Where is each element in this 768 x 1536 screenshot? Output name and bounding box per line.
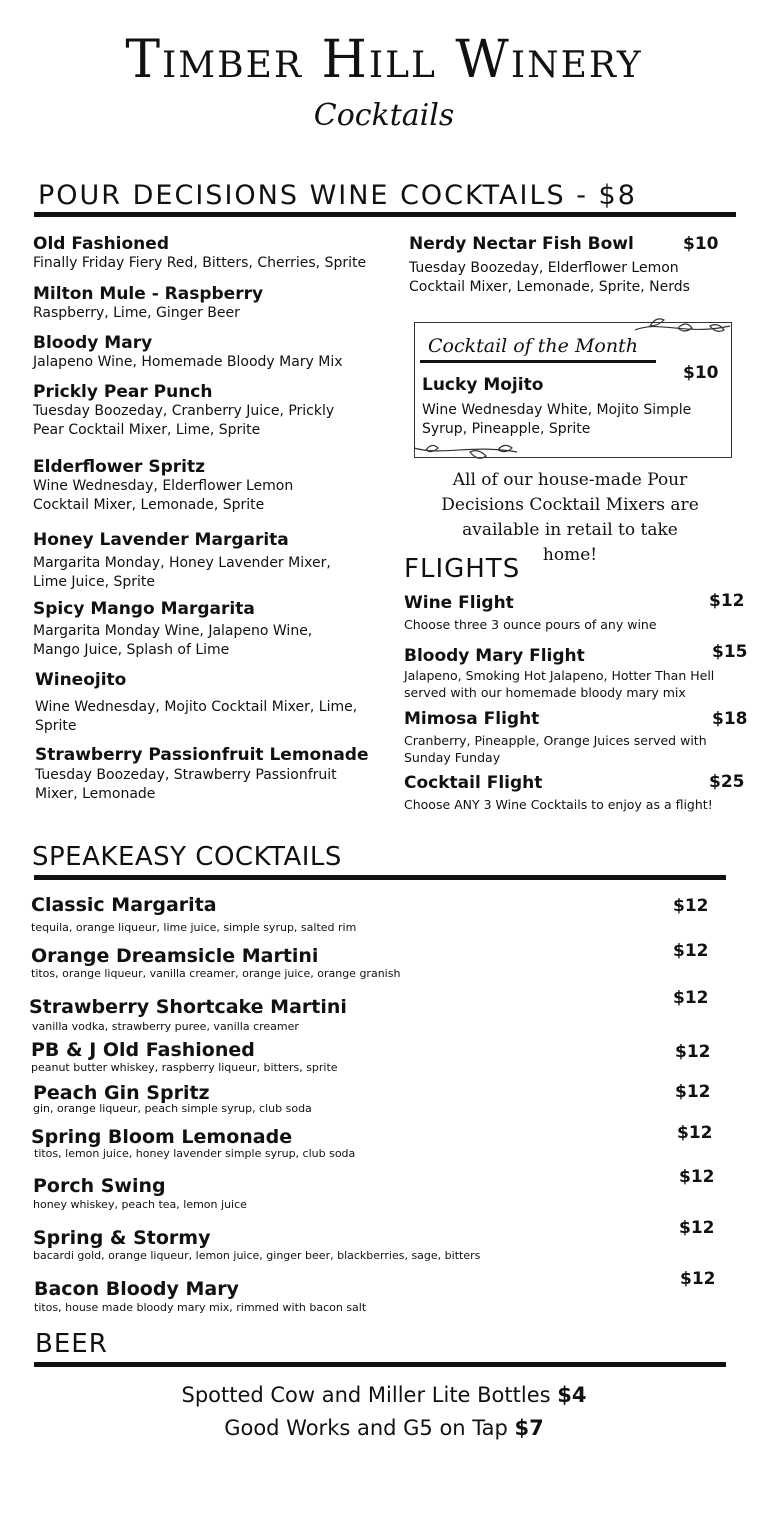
item-name: Bloody Mary Flight	[404, 646, 585, 666]
wine-cocktails-heading: POUR DECISIONS WINE COCKTAILS - $8	[38, 180, 637, 211]
flight-item	[404, 593, 744, 633]
item-desc: Tuesday Boozeday, Cranberry Juice, Prickly Pear Cocktail Mixer, Lime, Sprite	[33, 403, 335, 438]
flight-price: $18	[712, 709, 748, 729]
speakeasy-item	[31, 894, 651, 935]
item-name: Spicy Mango Margarita	[33, 599, 255, 619]
item-desc: titos, orange liqueur, vanilla creamer, orange juice, orange granish	[31, 967, 401, 980]
cocktail-of-month-desc: Wine Wednesday White, Mojito Simple Syrup, Pineapple, Sprite	[422, 402, 692, 437]
speakeasy-price: $12	[679, 1167, 715, 1187]
speakeasy-divider	[34, 875, 726, 880]
wine-cocktail-item	[33, 382, 363, 440]
speakeasy-item	[34, 1278, 654, 1315]
item-desc: Wine Wednesday, Mojito Cocktail Mixer, Lime, Sprite	[35, 699, 358, 734]
item-name: Milton Mule - Raspberry	[33, 284, 264, 304]
item-name: Spring Bloom Lemonade	[31, 1126, 293, 1148]
item-desc: Raspberry, Lime, Ginger Beer	[33, 305, 240, 321]
flight-item	[404, 646, 739, 701]
item-desc: Wine Wednesday, Elderflower Lemon Cocktail Mixer, Lemonade, Sprite	[33, 478, 294, 513]
wine-cocktail-item	[33, 530, 363, 592]
speakeasy-price: $12	[680, 1269, 716, 1289]
item-name: Old Fashioned	[33, 234, 169, 254]
cocktail-of-month-price: $10	[683, 363, 719, 383]
item-desc: gin, orange liqueur, peach simple syrup, club soda	[33, 1102, 312, 1115]
item-desc: tequila, orange liqueur, lime juice, simple syrup, salted rim	[31, 921, 357, 934]
item-name: Strawberry Passionfruit Lemonade	[35, 745, 369, 765]
item-desc: Jalapeno Wine, Homemade Bloody Mary Mix	[33, 354, 343, 370]
item-name: Strawberry Shortcake Martini	[29, 996, 347, 1018]
wine-cocktail-item	[33, 457, 353, 515]
item-desc: Jalapeno, Smoking Hot Jalapeno, Hotter Than Hell served with our homemade bloody mary mix	[404, 668, 715, 700]
speakeasy-price: $12	[673, 896, 709, 916]
item-desc: Finally Friday Fiery Red, Bitters, Cherries, Sprite	[33, 255, 367, 271]
fish-bowl-price: $10	[683, 234, 719, 254]
speakeasy-price: $12	[675, 1082, 711, 1102]
speakeasy-item	[29, 996, 649, 1034]
fish-bowl-name: Nerdy Nectar Fish Bowl	[409, 234, 634, 254]
wine-cocktail-item	[35, 670, 385, 736]
menu-subtitle: Cocktails	[313, 98, 455, 133]
speakeasy-item	[31, 945, 651, 981]
vine-decoration-icon	[630, 312, 740, 342]
item-desc: Margarita Monday Wine, Jalapeno Wine, Mango Juice, Splash of Lime	[33, 623, 313, 658]
speakeasy-item	[33, 1227, 653, 1263]
cocktail-of-month-underline	[420, 360, 656, 363]
item-name: Honey Lavender Margarita	[33, 530, 289, 550]
beer-heading: BEER	[35, 1329, 108, 1359]
beer-bottles-price: $4	[557, 1383, 587, 1407]
beer-bottles-text: Spotted Cow and Miller Lite Bottles	[181, 1383, 551, 1407]
flight-item	[404, 773, 744, 813]
wine-cocktail-item	[33, 333, 393, 372]
item-desc: bacardi gold, orange liqueur, lemon juice, ginger beer, blackberries, sage, bitters	[33, 1249, 481, 1262]
item-name: Bacon Bloody Mary	[34, 1278, 239, 1300]
flight-item	[404, 709, 744, 766]
menu-title: Timber Hill Winery	[125, 30, 643, 90]
speakeasy-item	[33, 1175, 653, 1212]
item-desc: peanut butter whiskey, raspberry liqueur, bitters, sprite	[31, 1061, 338, 1074]
flight-price: $12	[709, 591, 745, 611]
fish-bowl-desc: Tuesday Boozeday, Elderflower Lemon Cocktail Mixer, Lemonade, Sprite, Nerds	[409, 260, 690, 295]
item-name: PB & J Old Fashioned	[31, 1039, 255, 1061]
item-name: Prickly Pear Punch	[33, 382, 213, 402]
item-desc: vanilla vodka, strawberry puree, vanilla creamer	[32, 1020, 299, 1033]
flight-price: $15	[712, 642, 748, 662]
item-name: Spring & Stormy	[33, 1227, 211, 1249]
item-name: Wineojito	[35, 670, 127, 690]
beer-tap-text: Good Works and G5 on Tap	[224, 1416, 508, 1440]
speakeasy-price: $12	[677, 1123, 713, 1143]
beer-tap-price: $7	[514, 1416, 544, 1440]
speakeasy-price: $12	[673, 988, 709, 1008]
wine-cocktail-item	[33, 599, 363, 660]
item-desc: Margarita Monday, Honey Lavender Mixer, Lime Juice, Sprite	[33, 555, 331, 590]
speakeasy-price: $12	[679, 1218, 715, 1238]
cocktail-of-month-label: Cocktail of the Month	[428, 335, 638, 357]
wine-cocktail-item	[33, 284, 393, 323]
item-name: Mimosa Flight	[404, 709, 540, 729]
wine-cocktail-item	[33, 234, 393, 273]
item-name: Bloody Mary	[33, 333, 153, 353]
cocktail-of-month-name: Lucky Mojito	[422, 375, 544, 395]
wine-cocktails-divider	[34, 212, 736, 217]
speakeasy-price: $12	[673, 941, 709, 961]
speakeasy-item	[33, 1082, 653, 1116]
beer-bottles-line	[0, 1383, 768, 1407]
item-desc: Cranberry, Pineapple, Orange Juices served with Sunday Funday	[404, 733, 707, 765]
item-desc: honey whiskey, peach tea, lemon juice	[33, 1198, 247, 1211]
flight-price: $25	[709, 772, 745, 792]
speakeasy-price: $12	[675, 1042, 711, 1062]
item-desc: Choose three 3 ounce pours of any wine	[404, 617, 657, 632]
item-name: Peach Gin Spritz	[33, 1082, 210, 1104]
beer-divider	[34, 1362, 726, 1367]
item-name: Cocktail Flight	[404, 773, 543, 793]
flights-heading: FLIGHTS	[404, 554, 521, 584]
item-desc: titos, house made bloody mary mix, rimmed with bacon salt	[34, 1301, 367, 1314]
wine-cocktail-item	[35, 745, 385, 804]
item-desc: titos, lemon juice, honey lavender simple syrup, club soda	[34, 1147, 356, 1160]
speakeasy-heading: SPEAKEASY COCKTAILS	[32, 842, 342, 872]
speakeasy-item	[31, 1039, 651, 1075]
item-name: Wine Flight	[404, 593, 514, 613]
item-desc: Choose ANY 3 Wine Cocktails to enjoy as a flight!	[404, 797, 713, 812]
item-desc: Tuesday Boozeday, Strawberry Passionfruit Mixer, Lemonade	[35, 767, 337, 802]
vine-decoration-icon	[412, 440, 522, 470]
item-name: Elderflower Spritz	[33, 457, 205, 477]
item-name: Classic Margarita	[31, 894, 217, 916]
speakeasy-item	[31, 1126, 651, 1161]
retail-note: All of our house-made Pour Decisions Cocktail Mixers are available in retail to take home!	[441, 470, 699, 565]
item-name: Porch Swing	[33, 1175, 166, 1197]
item-name: Orange Dreamsicle Martini	[31, 945, 319, 967]
beer-tap-line	[0, 1416, 768, 1440]
